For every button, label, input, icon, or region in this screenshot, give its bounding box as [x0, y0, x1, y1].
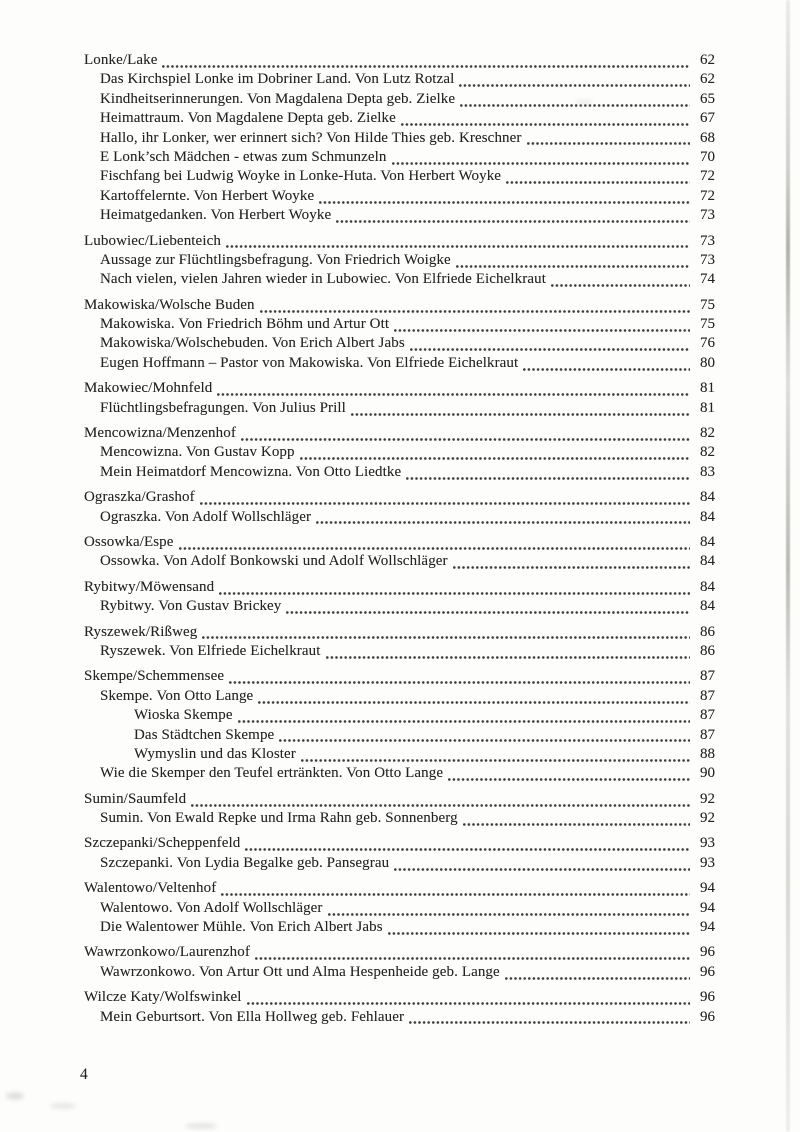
dot-leader	[279, 739, 690, 742]
toc-entry-title: Walentowo. Von Adolf Wollschläger	[100, 899, 323, 916]
toc-section-title: Lonke/Lake	[84, 52, 158, 68]
toc-section-header	[84, 425, 715, 444]
toc-entry-page-number: 70	[700, 148, 715, 165]
toc-entry-title: Flüchtlingsbefragungen. Von Julius Prill	[100, 399, 346, 416]
toc-entry-page-number: 96	[700, 963, 715, 980]
toc-entry-title: Nach vielen, vielen Jahren wieder in Lubowiec. Von Elfriede Eichelkraut	[100, 271, 546, 288]
toc-entry-title: Hallo, ihr Lonker, wer erinnert sich? Von Hilde Thies geb. Kreschner	[100, 129, 522, 146]
toc-entry-page-number: 94	[700, 919, 715, 936]
dot-leader	[459, 84, 690, 87]
toc-section-header	[84, 233, 715, 252]
dot-leader	[410, 348, 690, 351]
toc-entry	[84, 207, 715, 226]
dot-leader	[336, 220, 690, 223]
toc-entry	[84, 707, 715, 726]
dot-leader	[301, 759, 690, 762]
scan-smudge	[576, 100, 592, 105]
toc-section-page-number: 62	[700, 52, 715, 68]
toc-entry	[84, 400, 715, 419]
toc-entry-title: Aussage zur Flüchtlingsbefragung. Von Friedrich Woigke	[100, 251, 451, 268]
dot-leader	[456, 265, 690, 268]
toc-section-title: Makowiec/Mohnfeld	[84, 380, 213, 397]
toc-section-header	[84, 624, 715, 643]
dot-leader	[401, 123, 690, 126]
toc-entry-title: Sumin. Von Ewald Repke und Irma Rahn geb. Sonnenberg	[100, 810, 458, 827]
toc-entry	[84, 271, 715, 290]
toc-entry-page-number: 82	[700, 444, 715, 461]
toc-entry	[84, 252, 715, 271]
dot-leader	[245, 848, 690, 851]
toc-entry-page-number: 67	[700, 110, 715, 127]
toc-entry	[84, 316, 715, 335]
toc-section-header	[84, 668, 715, 687]
toc-section-page-number: 92	[700, 790, 715, 807]
dot-leader	[219, 592, 690, 595]
toc-section	[84, 624, 715, 663]
dot-leader	[316, 521, 690, 524]
toc-section-title: Szczepanki/Scheppenfeld	[84, 835, 241, 852]
dot-leader	[448, 778, 690, 781]
dot-leader	[394, 329, 690, 332]
toc-entry-page-number: 76	[700, 335, 715, 352]
toc-entry-title: Wioska Skempe	[134, 707, 233, 724]
dot-leader	[409, 1021, 690, 1024]
toc-section-header	[84, 835, 715, 854]
toc-section-page-number: 75	[700, 296, 715, 313]
toc-entry-page-number: 84	[700, 553, 715, 570]
toc-section	[84, 297, 715, 375]
toc-entry-page-number: 68	[700, 129, 715, 146]
toc-entry	[84, 130, 715, 149]
toc-entry	[84, 900, 715, 919]
toc-entry	[84, 810, 715, 829]
toc-section	[84, 880, 715, 938]
dot-leader	[351, 413, 690, 416]
table-of-contents	[84, 52, 715, 1028]
toc-section-page-number: 96	[700, 989, 715, 1006]
toc-entry-page-number: 65	[700, 90, 715, 107]
toc-section-title: Wawrzonkowo/Laurenzhof	[84, 944, 250, 961]
dot-leader	[527, 142, 691, 145]
dot-leader	[229, 681, 690, 684]
toc-entry-page-number: 87	[700, 687, 715, 704]
toc-entry-title: Fischfang bei Ludwig Woyke in Lonke-Huta. Von Herbert Woyke	[100, 168, 502, 185]
toc-entry	[84, 746, 715, 765]
scan-smudge	[185, 1123, 217, 1129]
scan-smudge	[6, 1092, 24, 1100]
toc-entry	[84, 1009, 715, 1028]
dot-leader	[505, 977, 690, 980]
toc-section-title: Ryszewek/Rißweg	[84, 623, 198, 640]
toc-entry	[84, 598, 715, 617]
toc-section-page-number: 84	[700, 533, 715, 550]
toc-section-header	[84, 989, 715, 1008]
scan-smudge	[50, 1103, 76, 1109]
dot-leader	[551, 284, 690, 287]
toc-entry-title: Das Städtchen Skempe	[134, 726, 275, 743]
dot-leader	[506, 181, 690, 184]
toc-entry	[84, 188, 715, 207]
toc-section-header	[84, 297, 715, 316]
toc-section-title: Mencowizna/Menzenhof	[84, 425, 236, 442]
toc-entry	[84, 919, 715, 938]
dot-leader	[394, 868, 690, 871]
toc-entry	[84, 71, 715, 90]
toc-entry-title: Heimatgedanken. Von Herbert Woyke	[100, 207, 332, 224]
toc-section-header	[84, 944, 715, 963]
toc-entry-page-number: 87	[700, 707, 715, 724]
toc-entry-title: Szczepanki. Von Lydia Begalke geb. Pansegrau	[100, 854, 390, 871]
toc-entry-title: Wymyslin und das Kloster	[134, 745, 296, 762]
toc-section-page-number: 84	[700, 489, 715, 506]
dot-leader	[392, 162, 690, 165]
toc-section	[84, 489, 715, 528]
toc-section-title: Wilcze Katy/Wolfswinkel	[84, 989, 242, 1006]
toc-section	[84, 380, 715, 419]
toc-entry	[84, 335, 715, 354]
toc-section-title: Rybitwy/Möwensand	[84, 578, 215, 595]
toc-section-page-number: 84	[700, 578, 715, 595]
toc-section-title: Skempe/Schemmensee	[84, 668, 225, 685]
toc-entry-page-number: 84	[700, 598, 715, 615]
toc-entry	[84, 553, 715, 572]
dot-leader	[221, 893, 690, 896]
scan-edge-artifact	[786, 0, 790, 1132]
toc-section-page-number: 81	[700, 380, 715, 397]
toc-section	[84, 791, 715, 830]
toc-entry-page-number: 92	[700, 810, 715, 827]
toc-entry-title: Kindheitserinnerungen. Von Magdalena Depta geb. Zielke	[100, 90, 456, 107]
toc-entry-page-number: 81	[700, 399, 715, 416]
toc-section	[84, 534, 715, 573]
toc-entry	[84, 855, 715, 874]
toc-entry	[84, 355, 715, 374]
toc-entry	[84, 149, 715, 168]
toc-section-page-number: 73	[700, 232, 715, 249]
dot-leader	[179, 547, 690, 550]
toc-section-title: Ograszka/Grashof	[84, 489, 195, 506]
toc-entry-page-number: 73	[700, 251, 715, 268]
dot-leader	[260, 310, 690, 313]
toc-entry	[84, 688, 715, 707]
dot-leader	[286, 611, 690, 614]
toc-entry-title: Mein Geburtsort. Von Ella Hollweg geb. Fehlauer	[100, 1008, 405, 1025]
dot-leader	[388, 932, 690, 935]
toc-section-header	[84, 52, 715, 71]
toc-section-header	[84, 880, 715, 899]
dot-leader	[255, 957, 690, 960]
toc-section	[84, 668, 715, 784]
toc-section-page-number: 87	[700, 668, 715, 685]
toc-entry-page-number: 72	[700, 187, 715, 204]
toc-entry-title: Ossowka. Von Adolf Bonkowski und Adolf Wollschläger	[100, 553, 448, 570]
toc-entry	[84, 727, 715, 746]
dot-leader	[226, 245, 690, 248]
toc-entry	[84, 110, 715, 129]
toc-section-title: Sumin/Saumfeld	[84, 790, 187, 807]
dot-leader	[300, 457, 690, 460]
toc-section	[84, 944, 715, 983]
toc-entry-title: Wie die Skemper den Teufel ertränkten. Von Otto Lange	[100, 765, 444, 782]
toc-section-header	[84, 534, 715, 553]
toc-entry-title: Makowiska/Wolschebuden. Von Erich Albert Jabs	[100, 335, 405, 352]
dot-leader	[453, 566, 690, 569]
toc-section-page-number: 86	[700, 623, 715, 640]
toc-section	[84, 835, 715, 874]
toc-entry-page-number: 80	[700, 354, 715, 371]
dot-leader	[202, 636, 690, 639]
toc-section-title: Walentowo/Veltenhof	[84, 880, 217, 897]
toc-entry-page-number: 93	[700, 854, 715, 871]
dot-leader	[238, 720, 690, 723]
dot-leader	[217, 393, 690, 396]
toc-entry	[84, 91, 715, 110]
toc-section-title: Makowiska/Wolsche Buden	[84, 296, 255, 313]
toc-entry-title: Kartoffelernte. Von Herbert Woyke	[100, 187, 315, 204]
dot-leader	[258, 701, 690, 704]
dot-leader	[241, 438, 690, 441]
toc-entry-title: Eugen Hoffmann – Pastor von Makowiska. Von Elfriede Eichelkraut	[100, 354, 519, 371]
page-number: 4	[80, 1066, 88, 1083]
toc-section	[84, 425, 715, 483]
toc-entry-page-number: 96	[700, 1008, 715, 1025]
toc-entry-title: Heimattraum. Von Magdalene Depta geb. Zielke	[100, 110, 396, 127]
toc-entry-page-number: 73	[700, 207, 715, 224]
dot-leader	[191, 804, 690, 807]
toc-entry-page-number: 62	[700, 71, 715, 88]
dot-leader	[326, 656, 690, 659]
toc-section	[84, 579, 715, 618]
toc-entry-page-number: 87	[700, 726, 715, 743]
toc-entry-title: Rybitwy. Von Gustav Brickey	[100, 598, 282, 615]
toc-entry	[84, 509, 715, 528]
toc-entry	[84, 765, 715, 784]
toc-entry-title: Die Walentower Mühle. Von Erich Albert Jabs	[100, 919, 383, 936]
toc-section-page-number: 82	[700, 425, 715, 442]
toc-entry-title: E Lonk’sch Mädchen - etwas zum Schmunzeln	[100, 148, 387, 165]
dot-leader	[463, 823, 690, 826]
toc-entry-title: Mein Heimatdorf Mencowizna. Von Otto Liedtke	[100, 463, 402, 480]
toc-section-page-number: 96	[700, 944, 715, 961]
toc-entry-page-number: 74	[700, 271, 715, 288]
toc-entry-page-number: 72	[700, 168, 715, 185]
toc-entry-page-number: 84	[700, 508, 715, 525]
toc-entry	[84, 643, 715, 662]
dot-leader	[523, 368, 690, 371]
dot-leader	[460, 104, 690, 107]
toc-section-header	[84, 791, 715, 810]
dot-leader	[200, 502, 690, 505]
toc-entry	[84, 168, 715, 187]
dot-leader	[328, 913, 690, 916]
toc-section-header	[84, 579, 715, 598]
dot-leader	[247, 1002, 690, 1005]
toc-section	[84, 52, 715, 227]
dot-leader	[319, 201, 690, 204]
toc-entry	[84, 964, 715, 983]
toc-entry-page-number: 88	[700, 745, 715, 762]
toc-entry-page-number: 94	[700, 899, 715, 916]
toc-entry	[84, 464, 715, 483]
toc-section-header	[84, 489, 715, 508]
dot-leader	[406, 477, 690, 480]
toc-entry-page-number: 83	[700, 463, 715, 480]
toc-entry-page-number: 75	[700, 316, 715, 333]
toc-section-title: Lubowiec/Liebenteich	[84, 232, 221, 249]
toc-section-title: Ossowka/Espe	[84, 533, 174, 550]
toc-section	[84, 989, 715, 1028]
toc-section	[84, 233, 715, 291]
toc-section-header	[84, 380, 715, 399]
toc-entry-title: Ograszka. Von Adolf Wollschläger	[100, 508, 312, 525]
dot-leader	[162, 65, 690, 68]
toc-entry-page-number: 86	[700, 642, 715, 659]
toc-entry-title: Wawrzonkowo. Von Artur Ott und Alma Hespenheide geb. Lange	[100, 963, 500, 980]
toc-entry-page-number: 90	[700, 765, 715, 782]
toc-entry-title: Das Kirchspiel Lonke im Dobriner Land. Von Lutz Rotzal	[100, 71, 455, 88]
toc-entry	[84, 444, 715, 463]
toc-entry-title: Makowiska. Von Friedrich Böhm und Artur Ott	[100, 316, 390, 333]
toc-section-page-number: 94	[700, 880, 715, 897]
toc-entry-title: Skempe. Von Otto Lange	[100, 687, 254, 704]
toc-section-page-number: 93	[700, 835, 715, 852]
toc-entry-title: Mencowizna. Von Gustav Kopp	[100, 444, 295, 461]
toc-entry-title: Ryszewek. Von Elfriede Eichelkraut	[100, 642, 321, 659]
